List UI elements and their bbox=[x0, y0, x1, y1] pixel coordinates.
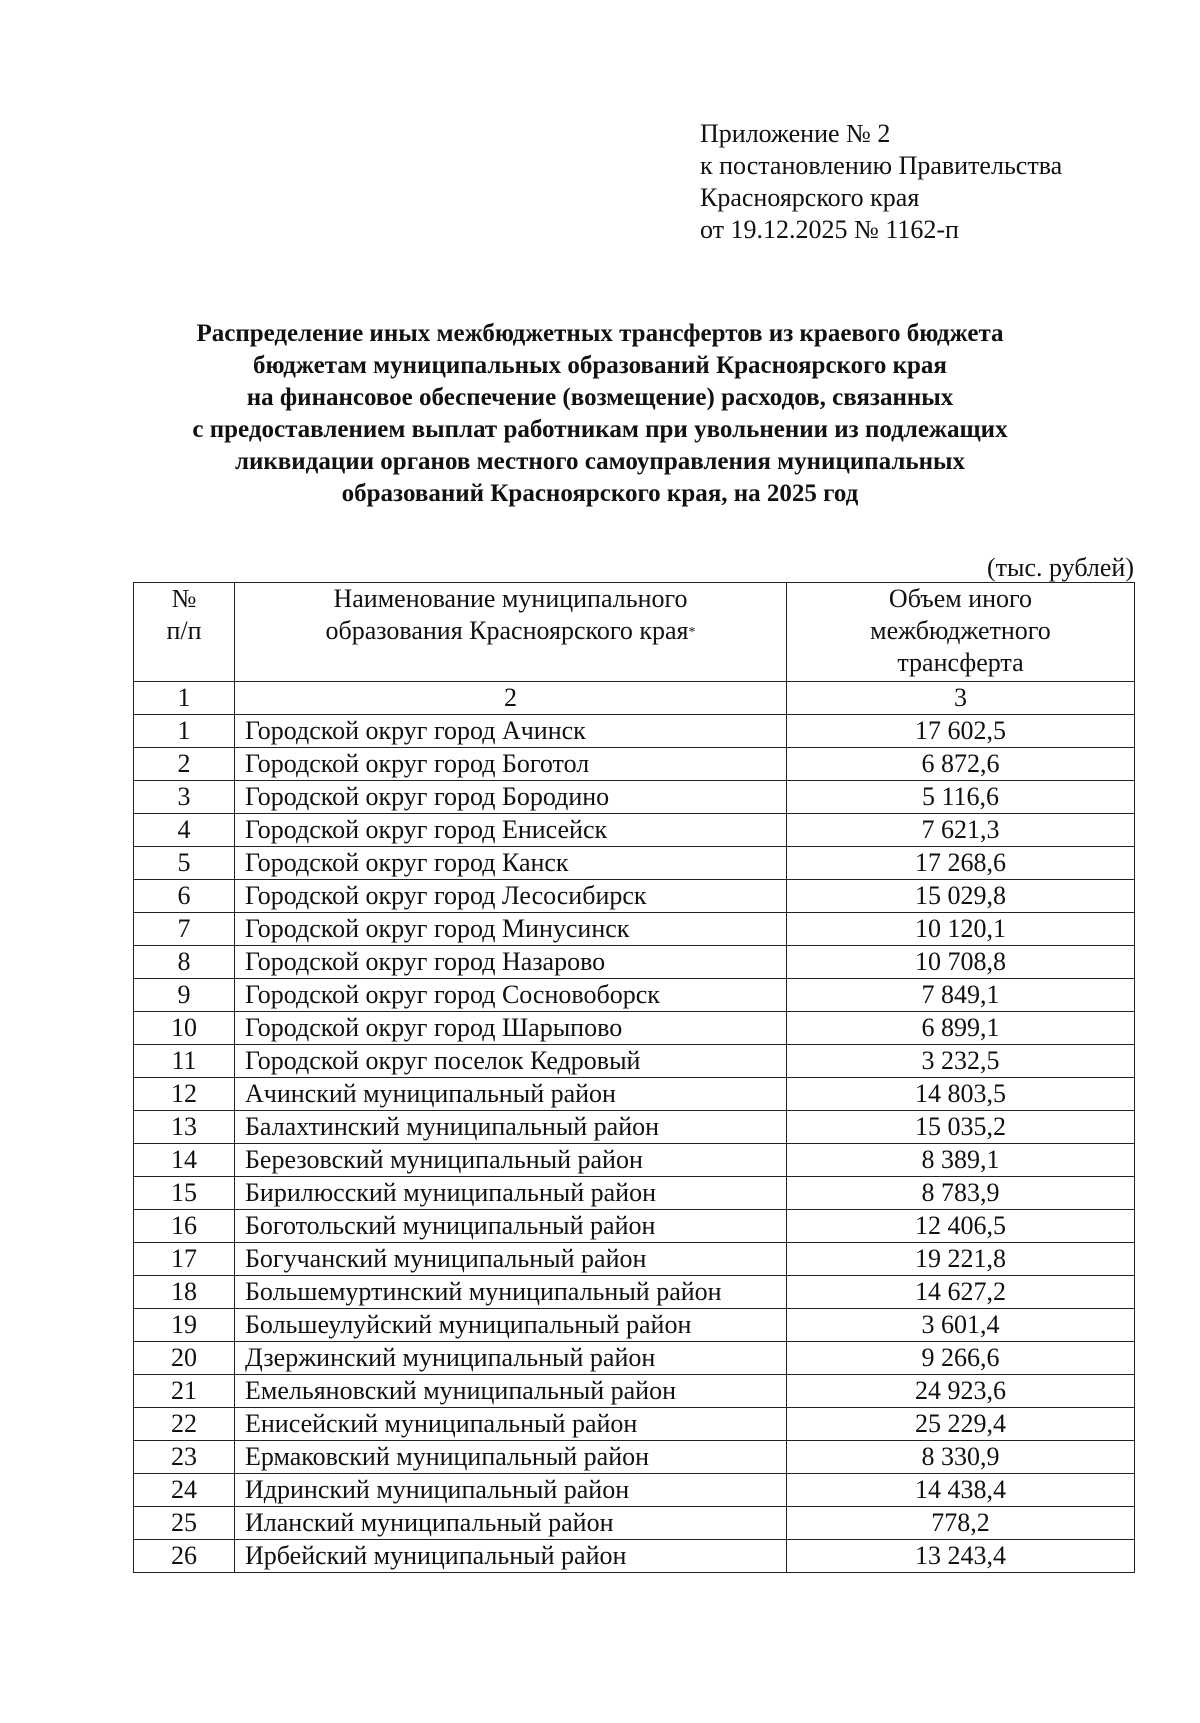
document-title bbox=[100, 318, 1100, 510]
table-row bbox=[134, 1144, 1135, 1177]
transfers-table bbox=[133, 582, 1135, 1573]
municipality-name: Городской округ город Енисейск bbox=[235, 814, 787, 847]
row-number: 10 bbox=[134, 1012, 235, 1045]
transfer-amount: 8 330,9 bbox=[787, 1441, 1135, 1474]
municipality-name: Богучанский муниципальный район bbox=[235, 1243, 787, 1276]
units-label: (тыс. рублей) bbox=[986, 553, 1134, 582]
municipality-name: Емельяновский муниципальный район bbox=[235, 1375, 787, 1408]
appendix-header bbox=[700, 118, 1062, 246]
transfer-amount: 15 035,2 bbox=[787, 1111, 1135, 1144]
footnote-mark: * bbox=[688, 625, 696, 640]
transfer-amount: 3 601,4 bbox=[787, 1309, 1135, 1342]
transfer-amount: 6 899,1 bbox=[787, 1012, 1135, 1045]
transfer-amount: 10 708,8 bbox=[787, 946, 1135, 979]
table-row bbox=[134, 1540, 1135, 1573]
transfer-amount: 13 243,4 bbox=[787, 1540, 1135, 1573]
table-row bbox=[134, 979, 1135, 1012]
municipality-name: Иланский муниципальный район bbox=[235, 1507, 787, 1540]
title-line-1: Распределение иных межбюджетных трансфертов из краевого бюджета bbox=[196, 320, 1004, 347]
title-line-4: с предоставлением выплат работникам при увольнении из подлежащих bbox=[192, 416, 1008, 443]
transfer-amount: 5 116,6 bbox=[787, 781, 1135, 814]
table-header-row bbox=[134, 583, 1135, 682]
title-line-6: образований Красноярского края, на 2025 год bbox=[341, 480, 859, 507]
row-number: 18 bbox=[134, 1276, 235, 1309]
table-row bbox=[134, 1078, 1135, 1111]
municipality-name: Березовский муниципальный район bbox=[235, 1144, 787, 1177]
row-number: 24 bbox=[134, 1474, 235, 1507]
transfer-amount: 3 232,5 bbox=[787, 1045, 1135, 1078]
column-index: 2 bbox=[235, 682, 787, 715]
municipality-name: Городской округ город Канск bbox=[235, 847, 787, 880]
transfer-amount: 9 266,6 bbox=[787, 1342, 1135, 1375]
row-number: 12 bbox=[134, 1078, 235, 1111]
transfer-amount: 14 438,4 bbox=[787, 1474, 1135, 1507]
row-number: 17 bbox=[134, 1243, 235, 1276]
municipality-name: Городской округ поселок Кедровый bbox=[235, 1045, 787, 1078]
table-row bbox=[134, 1111, 1135, 1144]
transfer-amount: 15 029,8 bbox=[787, 880, 1135, 913]
row-number: 13 bbox=[134, 1111, 235, 1144]
row-number: 11 bbox=[134, 1045, 235, 1078]
row-number: 25 bbox=[134, 1507, 235, 1540]
row-number: 23 bbox=[134, 1441, 235, 1474]
transfer-amount: 14 803,5 bbox=[787, 1078, 1135, 1111]
column-index: 1 bbox=[134, 682, 235, 715]
table-row bbox=[134, 1309, 1135, 1342]
row-number: 3 bbox=[134, 781, 235, 814]
municipality-name: Городской округ город Назарово bbox=[235, 946, 787, 979]
row-number: 22 bbox=[134, 1408, 235, 1441]
appendix-region: Красноярского края bbox=[700, 183, 920, 212]
header-number: № п/п bbox=[134, 583, 235, 682]
table-row bbox=[134, 1474, 1135, 1507]
row-number: 26 bbox=[134, 1540, 235, 1573]
row-number: 16 bbox=[134, 1210, 235, 1243]
municipality-name: Боготольский муниципальный район bbox=[235, 1210, 787, 1243]
row-number: 1 bbox=[134, 715, 235, 748]
transfer-amount: 7 621,3 bbox=[787, 814, 1135, 847]
table-row bbox=[134, 1045, 1135, 1078]
appendix-date: от 19.12.2025 № 1162-п bbox=[700, 215, 959, 244]
transfer-amount: 17 268,6 bbox=[787, 847, 1135, 880]
row-number: 6 bbox=[134, 880, 235, 913]
table-row bbox=[134, 1375, 1135, 1408]
header-value: Объем иного межбюджетного трансферта bbox=[787, 583, 1135, 682]
row-number: 5 bbox=[134, 847, 235, 880]
municipality-name: Ачинский муниципальный район bbox=[235, 1078, 787, 1111]
column-index-row bbox=[134, 682, 1135, 715]
table-row bbox=[134, 1342, 1135, 1375]
row-number: 20 bbox=[134, 1342, 235, 1375]
municipality-name: Городской округ город Сосновоборск bbox=[235, 979, 787, 1012]
transfer-amount: 8 389,1 bbox=[787, 1144, 1135, 1177]
table-row bbox=[134, 1177, 1135, 1210]
row-number: 15 bbox=[134, 1177, 235, 1210]
table-row bbox=[134, 946, 1135, 979]
table-row bbox=[134, 913, 1135, 946]
row-number: 4 bbox=[134, 814, 235, 847]
municipality-name: Городской округ город Бородино bbox=[235, 781, 787, 814]
title-line-5: ликвидации органов местного самоуправления муниципальных bbox=[234, 448, 966, 475]
row-number: 7 bbox=[134, 913, 235, 946]
transfer-amount: 19 221,8 bbox=[787, 1243, 1135, 1276]
transfer-amount: 12 406,5 bbox=[787, 1210, 1135, 1243]
municipality-name: Городской округ город Шарыпово bbox=[235, 1012, 787, 1045]
table-row bbox=[134, 847, 1135, 880]
municipality-name: Городской округ город Боготол bbox=[235, 748, 787, 781]
title-line-3: на финансовое обеспечение (возмещение) расходов, связанных bbox=[246, 384, 954, 411]
municipality-name: Городской округ город Ачинск bbox=[235, 715, 787, 748]
title-line-2: бюджетам муниципальных образований Красноярского края bbox=[253, 352, 947, 379]
table-row bbox=[134, 880, 1135, 913]
municipality-name: Балахтинский муниципальный район bbox=[235, 1111, 787, 1144]
row-number: 9 bbox=[134, 979, 235, 1012]
table-row bbox=[134, 1012, 1135, 1045]
transfer-amount: 778,2 bbox=[787, 1507, 1135, 1540]
municipality-name: Идринский муниципальный район bbox=[235, 1474, 787, 1507]
table-row bbox=[134, 748, 1135, 781]
transfer-amount: 8 783,9 bbox=[787, 1177, 1135, 1210]
transfer-amount: 7 849,1 bbox=[787, 979, 1135, 1012]
row-number: 21 bbox=[134, 1375, 235, 1408]
row-number: 19 bbox=[134, 1309, 235, 1342]
transfer-amount: 24 923,6 bbox=[787, 1375, 1135, 1408]
column-index: 3 bbox=[787, 682, 1135, 715]
row-number: 2 bbox=[134, 748, 235, 781]
header-name: Наименование муниципального образования Красноярского края* bbox=[235, 583, 787, 682]
table-row bbox=[134, 1441, 1135, 1474]
table-row bbox=[134, 715, 1135, 748]
municipality-name: Городской округ город Лесосибирск bbox=[235, 880, 787, 913]
table-row bbox=[134, 1276, 1135, 1309]
transfer-amount: 6 872,6 bbox=[787, 748, 1135, 781]
municipality-name: Большемуртинский муниципальный район bbox=[235, 1276, 787, 1309]
municipality-name: Дзержинский муниципальный район bbox=[235, 1342, 787, 1375]
table-row bbox=[134, 1408, 1135, 1441]
table-row bbox=[134, 1243, 1135, 1276]
municipality-name: Ермаковский муниципальный район bbox=[235, 1441, 787, 1474]
transfer-amount: 25 229,4 bbox=[787, 1408, 1135, 1441]
table-row bbox=[134, 814, 1135, 847]
municipality-name: Бирилюсский муниципальный район bbox=[235, 1177, 787, 1210]
appendix-number: Приложение № 2 bbox=[700, 119, 891, 148]
transfer-amount: 17 602,5 bbox=[787, 715, 1135, 748]
transfer-amount: 14 627,2 bbox=[787, 1276, 1135, 1309]
appendix-reference: к постановлению Правительства bbox=[700, 151, 1063, 180]
municipality-name: Ирбейский муниципальный район bbox=[235, 1540, 787, 1573]
table-row bbox=[134, 1210, 1135, 1243]
table-row bbox=[134, 1507, 1135, 1540]
municipality-name: Енисейский муниципальный район bbox=[235, 1408, 787, 1441]
row-number: 8 bbox=[134, 946, 235, 979]
municipality-name: Городской округ город Минусинск bbox=[235, 913, 787, 946]
transfer-amount: 10 120,1 bbox=[787, 913, 1135, 946]
municipality-name: Большеулуйский муниципальный район bbox=[235, 1309, 787, 1342]
row-number: 14 bbox=[134, 1144, 235, 1177]
table-row bbox=[134, 781, 1135, 814]
